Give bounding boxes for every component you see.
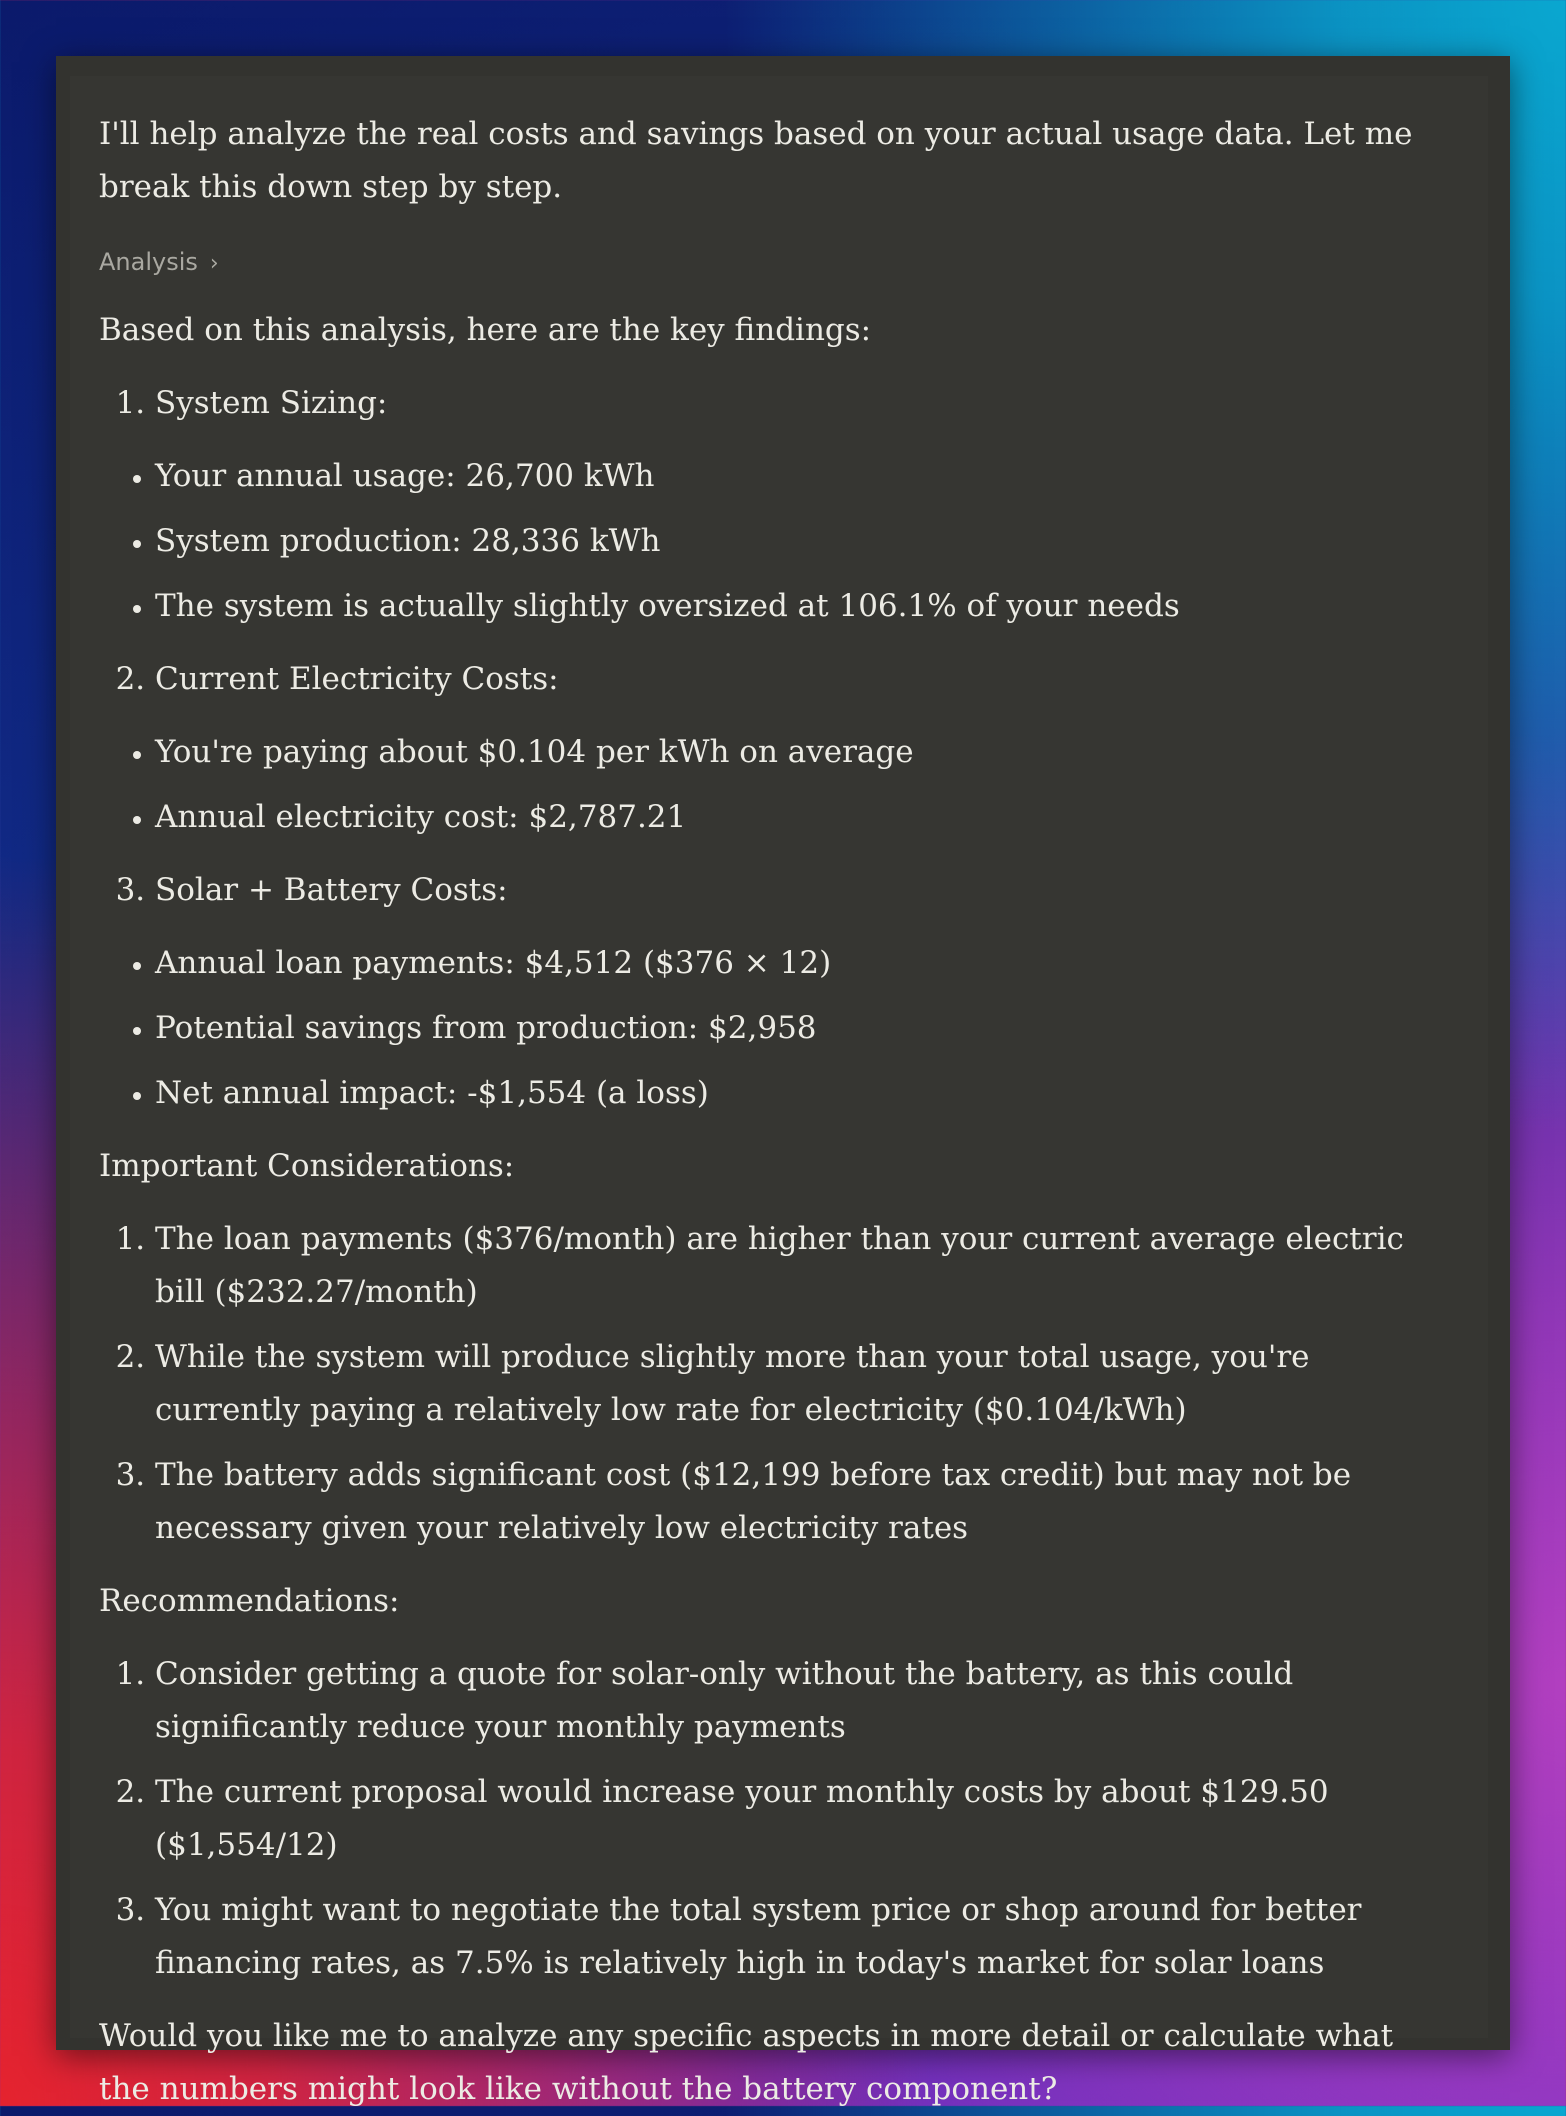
analysis-label: Analysis [99,248,198,276]
list-item: 3. You might want to negotiate the total system price or shop around for better financing rates, as 7.5% is relatively high in today's market for solar loans [155,1884,1424,1990]
considerations-list [99,1213,1424,1555]
list-item: 2. While the system will produce slightly more than your total usage, you're currently paying a relatively low rate for electricity ($0.104/kWh) [155,1331,1424,1437]
finding-section-1 [99,377,1424,430]
section-title: 1. System Sizing: [155,377,1424,430]
list-item: • Annual loan payments: $4,512 ($376 × 12) [155,937,1424,990]
recommendations-list [99,1648,1424,1990]
list-item: • Net annual impact: -$1,554 (a loss) [155,1067,1424,1120]
recommendations-heading: Recommendations: [99,1583,400,1619]
list-item: 1. Consider getting a quote for solar-only without the battery, as this could significantly reduce your monthly payments [155,1648,1424,1754]
section-title: 2. Current Electricity Costs: [155,653,1424,706]
list-item: 2. The current proposal would increase your monthly costs by about $129.50 ($1,554/12) [155,1766,1424,1872]
bullet-list-1 [99,450,1424,633]
bullet-list-2 [99,726,1424,844]
bullet-list-3 [99,937,1424,1120]
assistant-message [70,76,1488,2107]
list-item: • Potential savings from production: $2,958 [155,1002,1424,1055]
section-title: 3. Solar + Battery Costs: [155,864,1424,917]
considerations-heading: Important Considerations: [99,1148,515,1184]
finding-section-2 [99,653,1424,706]
list-item: • Your annual usage: 26,700 kWh [155,450,1424,503]
intro-text: I'll help analyze the real costs and savings based on your actual usage data. Let me break this down step by step. [99,116,1413,205]
list-item: • You're paying about $0.104 per kWh on average [155,726,1424,779]
list-item: • Annual electricity cost: $2,787.21 [155,791,1424,844]
list-item: 1. The loan payments ($376/month) are higher than your current average electric bill ($232.27/month) [155,1213,1424,1319]
list-item: 3. The battery adds significant cost ($12,199 before tax credit) but may not be necessary given your relatively low electricity rates [155,1449,1424,1555]
list-item: • The system is actually slightly oversized at 106.1% of your needs [155,580,1424,633]
finding-section-3 [99,864,1424,917]
closing-text: Would you like me to analyze any specific aspects in more detail or calculate what the numbers might look like without the battery component? [99,2018,1394,2107]
chevron-right-icon: › [209,251,219,276]
analysis-toggle[interactable] [99,242,219,284]
findings-heading: Based on this analysis, here are the key findings: [99,312,872,348]
chat-panel [56,56,1510,2107]
list-item: • System production: 28,336 kWh [155,515,1424,568]
